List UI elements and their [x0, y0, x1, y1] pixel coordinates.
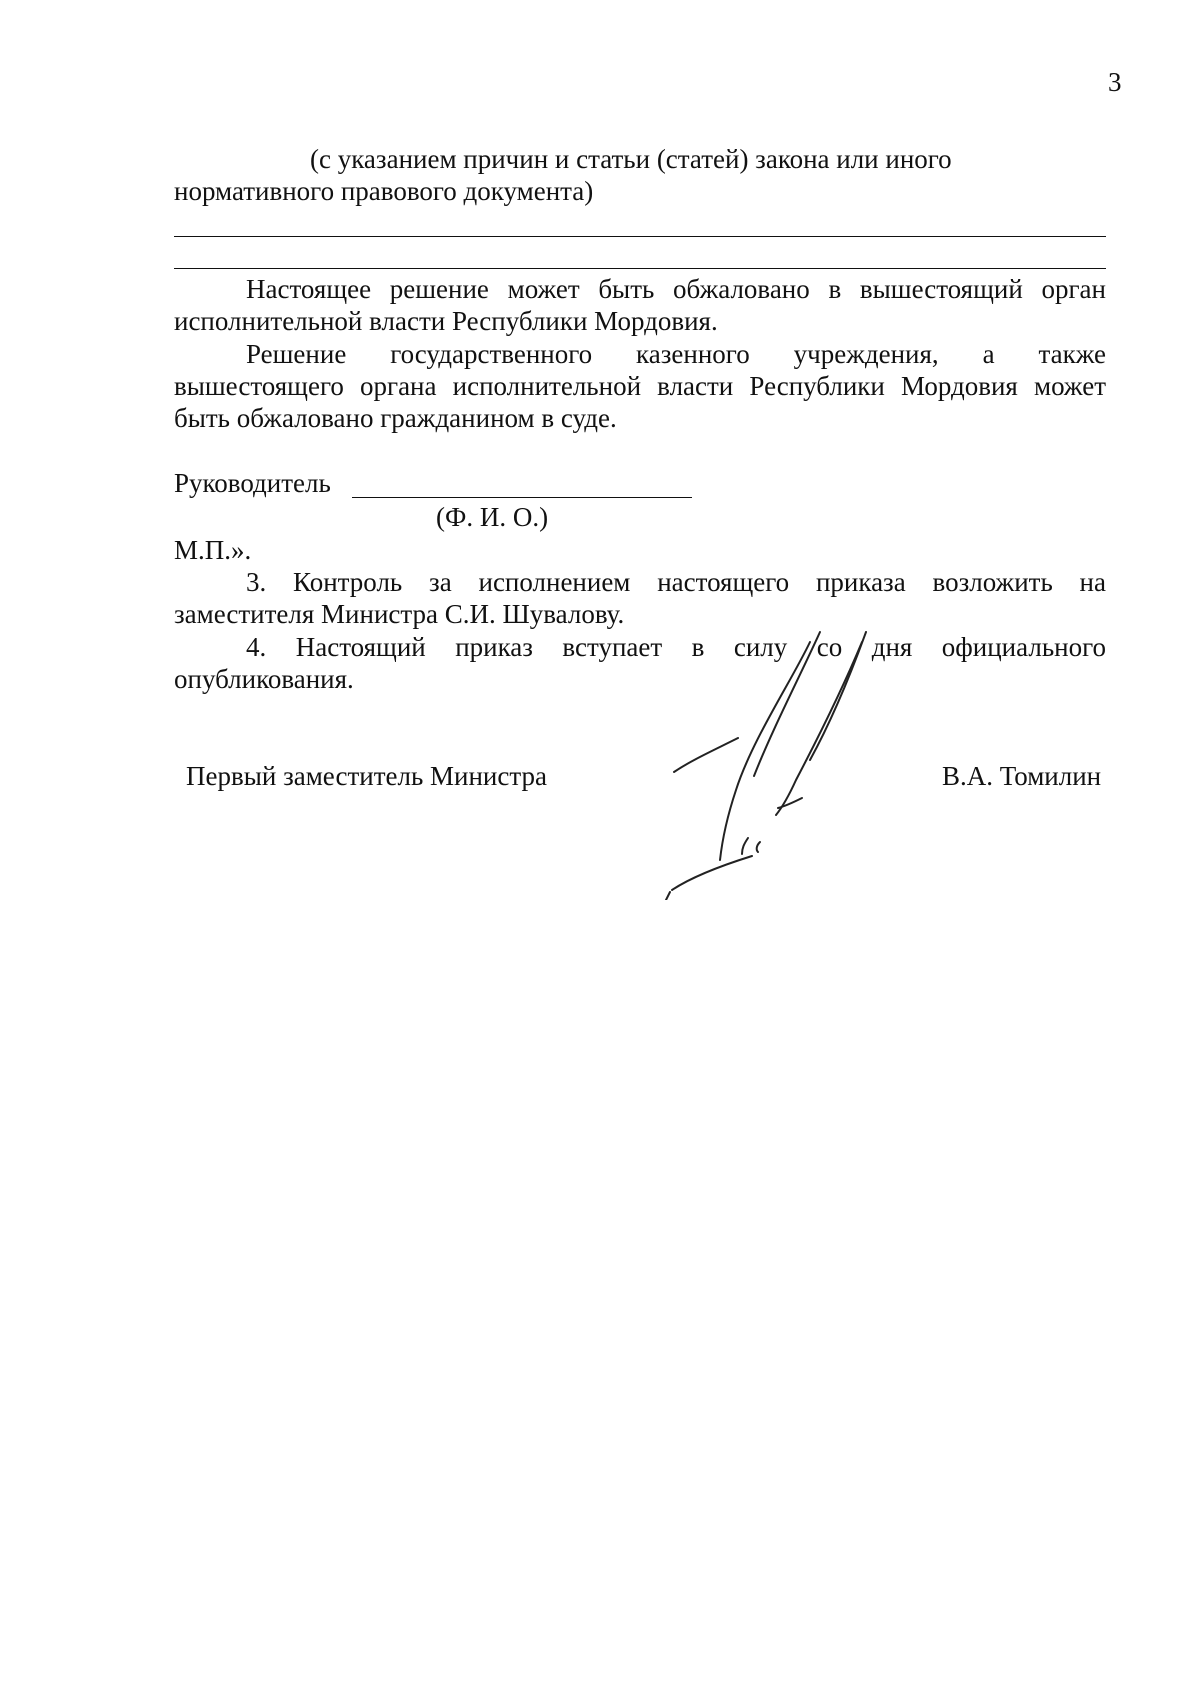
- court-paragraph-line-1: [246, 338, 1106, 370]
- blank-line: [174, 236, 1106, 237]
- blank-line: [174, 268, 1106, 269]
- word: Решение: [246, 339, 347, 369]
- signature-stroke: [672, 856, 752, 890]
- word: также: [1038, 339, 1106, 369]
- clause-4-line-2: опубликования.: [174, 664, 354, 694]
- page-number: 3: [1108, 67, 1122, 97]
- word: учреждения,: [793, 339, 939, 369]
- clarification-line-2: нормативного правового документа): [174, 176, 594, 206]
- seal-mark: М.П.».: [174, 535, 252, 565]
- clause-3-line-1: 3. Контроль за исполнением настоящего приказа возложить на: [246, 567, 1106, 597]
- signature-stroke: [674, 738, 738, 772]
- signature-stroke: [778, 798, 802, 808]
- appeal-paragraph-line-2: исполнительной власти Республики Мордовия.: [174, 306, 718, 336]
- signature-stroke: [776, 642, 862, 815]
- clause-3-line-2: заместителя Министра С.И. Шувалову.: [174, 599, 625, 629]
- court-paragraph-line-2: вышестоящего органа исполнительной власти Республики Мордовия может: [174, 371, 1106, 401]
- appeal-paragraph-line-1: Настоящее решение может быть обжаловано в вышестоящий орган: [246, 274, 1106, 304]
- signatory-name: В.А. Томилин: [942, 761, 1102, 791]
- word: а: [982, 339, 995, 369]
- clarification-line-1: (с указанием причин и статьи (статей) закона или иного: [310, 144, 952, 174]
- word: казенного: [636, 339, 750, 369]
- clause-4-line-1: 4. Настоящий приказ вступает в силу со дня официального: [246, 632, 1106, 662]
- signature-line: [352, 497, 692, 498]
- court-paragraph-line-3: быть обжаловано гражданином в суде.: [174, 403, 617, 433]
- signature-stroke: [742, 838, 748, 854]
- name-caption: (Ф. И. О.): [436, 502, 549, 532]
- handwritten-signature: [660, 610, 880, 900]
- word: государственного: [390, 339, 593, 369]
- signatory-position: Первый заместитель Министра: [186, 761, 547, 791]
- signature-stroke: [757, 842, 760, 852]
- head-label: Руководитель: [174, 468, 331, 498]
- signature-stroke: [666, 892, 670, 900]
